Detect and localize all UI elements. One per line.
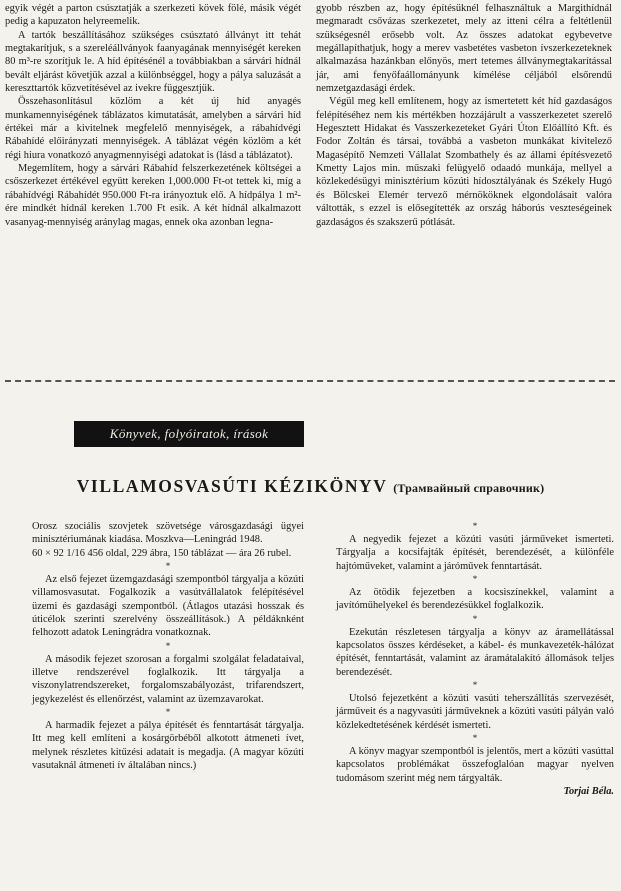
section-star: * — [165, 707, 171, 718]
bibliographic-info: 60 × 92 1/16 456 oldal, 229 ábra, 150 táblázat — ára 26 rubel. — [32, 547, 292, 559]
section-star: * — [165, 561, 171, 572]
review-paragraph: A harmadik fejezet a pálya építését és fenntartását tárgyalja. Itt meg kell említeni a kosárgörbéből alkotott átmeneti ívet, melynek részletes kitűzési adatait is megadja. (A magyar közúti vasutaknál átmeneti ív általában nincs.) — [32, 720, 304, 772]
bibliographic-info: Orosz szociális szovjetek szövetsége városgazdasági ügyei minisztériumának kiadása. Moszkva—Leningrád 1948. — [32, 521, 304, 546]
review-right-column — [336, 520, 614, 799]
section-star: * — [472, 574, 478, 585]
article-paragraph: A tartók beszállításához szükséges csúsztató állványt itt tehát megtakarítjuk, s a szereléállványok faanyagának mennyiségét kereken 80 m³-re szorítjuk le. A híd építésénél a továbbiakban a sárvári hídnál bevált eljárást követjük azzal a különbséggel, hogy a pálya saluzását a kereszttartók közvetítésével az ivekre függesztjük. — [5, 29, 301, 95]
review-paragraph: Utolsó fejezetként a közúti vasúti teherszállítás szervezését, járműveit és a nagyvasúti járműveknek a közúti vasúti pályán való közlekedtetésének kérdését ismerteti. — [336, 693, 614, 731]
section-star: * — [472, 521, 478, 531]
top-right-column — [316, 2, 612, 229]
section-star: * — [472, 733, 478, 744]
review-paragraph: Az első fejezet üzemgazdasági szempontból tárgyalja a közúti villamosvasutat. Fogalkozik a vasútvállalatok felépítésével üzemi és gazdasági szempontból. (Átlagos utazási hosszak és úticélok szerinti szerelvény összeállítások.) A példáknként felhozott adatok Leningrádra vonatkoznak. — [32, 574, 304, 639]
section-star: * — [472, 680, 478, 691]
article-paragraph: Végül meg kell említenem, hogy az ismertetett két híd gazdaságos felépítéséhez nem kis mértékben hozzájárult a vasszerkezetet szerelő Hegesztett Hidakat és Vasszerkezeteket Gyári Úton Előállító Kft. és Fodor Zoltán és társai, továbbá a vasbeton munkákat kivitelező Magasépítő Nemzeti Vállalat Szombathely és az állami építésvezető Kmetty Lajos min. műszaki felügyelő odaadó munkája, mellyel a közlekedésügyi minisztérium közúti hídosztályának és Székely Hugó és Bölcskei Elemér tervező mérnököknek elgondolásait valóra váltották, s ezzel is elősegítették az ország háborús veszteségeinek gazdaságos és szakszerű pótlását. — [316, 96, 612, 228]
section-divider — [5, 380, 615, 382]
review-paragraph: A negyedik fejezet a közúti vasúti járműveket ismerteti. Tárgyalja a kocsifajták építését, berendezését, a különféle hajtóműveket, valamint a járóművek fenntartását. — [336, 534, 614, 572]
review-left-column — [32, 520, 304, 773]
author-signature: Torjai Béla. — [563, 786, 614, 798]
article-paragraph: Összehasonlításul közlöm a két új híd anyagés munkamennyiségének táblázatos kimutatását, amelyben a sárvári híd értékei már a kivitelnek megfelelő mennyiségek, a rábahídvégi Rábahídé előirányzati mennyiségek. A táblázat végén közlöm a két régi hiura vonatkozó anyagmennyiségi adatokat is (lásd a táblázatot). — [5, 96, 301, 161]
book-title — [0, 476, 621, 497]
section-star: * — [472, 613, 478, 624]
article-paragraph: gyobb részben az, hogy építésüknél felhasználtuk a Margithídnál megmaradt csővázas szerkezetet, mely az itteni célra a feltétlenül szükségesnél erősebb volt. Az összes adatokat egybevetve megállapíthatjuk, hogy a merev vasbetétes vasbeton ívszerkezeteknek alkalmazása hazánkban előnyös, mert tetemes állványmegtakarítással jár, ami fenyőfaállományunk kímélése céljából elsőrendű nemzetgazdasági érdek. — [316, 3, 612, 95]
book-title-russian: (Трамвайный справочник) — [393, 481, 545, 495]
review-paragraph: A második fejezet szorosan a forgalmi szolgálat feladataival, illetve rendszerével foglalkozik. Itt tárgyalja a viszonylatrendszereket, forgalomszabályozást, trifarendszert, jegykezelést és ellenőrzést, valamint az üzemzavarokat. — [32, 653, 304, 705]
article-paragraph: egyik végét a parton csúsztatják a szerkezeti kövek fölé, másik végét pedig a kapuzaton helyreemelik. — [5, 3, 301, 28]
article-paragraph: Megemlítem, hogy a sárvári Rábahíd felszerkezetének költségei a csőszerkezet értékével együtt kereken 1,000.000 Ft-ot tettek ki, míg a rábahídvégi Rábahídét 950.000 Ft-ra irányoztuk elő. A hídpálya 1 m²-ére mindkét hídnál kereken 1.700 Ft esik. A két hídnál alkalmazott vasanyag-mennyiség aránylag magas, ennek oka azonban legna- — [5, 163, 301, 228]
section-banner: Könyvek, folyóiratok, írások — [74, 421, 304, 447]
review-paragraph: A könyv magyar szempontból is jelentős, mert a közúti vasúttal kapcsolatos problémákat összefoglalóan magyar nyelven tudomásom szerint még nem tárgyalták. — [336, 746, 614, 784]
review-paragraph: Ezekután részletesen tárgyalja a könyv az áramellátással kapcsolatos összes kérdéseket, a kábel- és munkavezeték-hálózat építését, fenntartását, valamint az áramátalakító állomások teljes berendezését. — [336, 626, 614, 678]
review-paragraph: Az ötödik fejezetben a kocsiszínekkel, valamint a javítóműhelyekel és berendezésükkel foglalkozik. — [336, 587, 614, 612]
book-title-main: VILLAMOSVASÚTI KÉZIKÖNYV — [76, 476, 388, 496]
section-star: * — [165, 640, 171, 651]
top-left-column — [5, 2, 301, 229]
